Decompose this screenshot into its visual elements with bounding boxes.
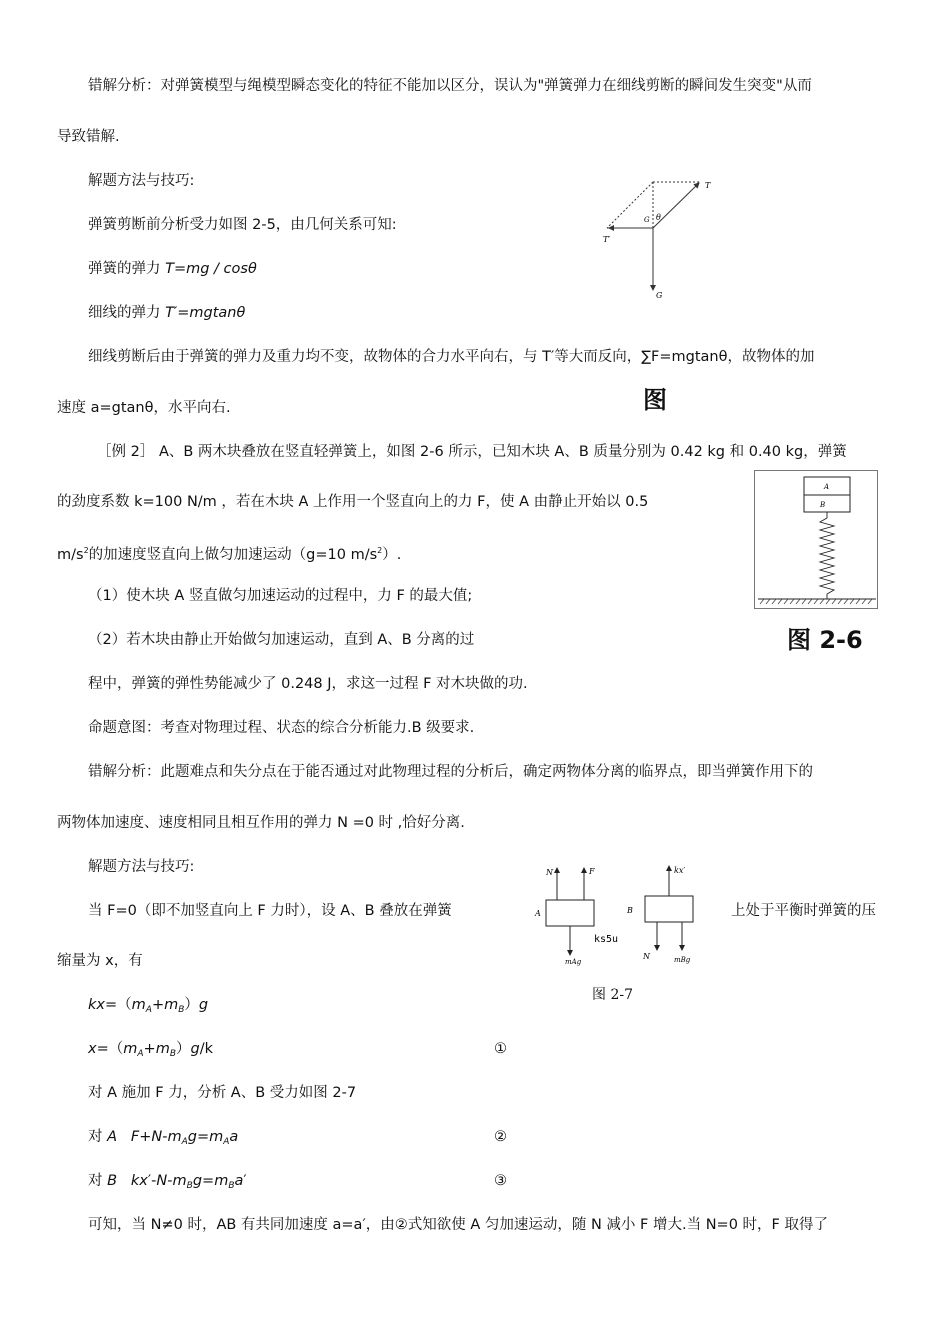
label-kx-prime: kx′ — [674, 866, 686, 875]
solution-line1-right: 上处于平衡时弹簧的压 — [731, 903, 876, 919]
solution-line2: 缩量为 x，有 — [57, 953, 143, 969]
label-T: T — [705, 181, 711, 190]
figure-2-7 — [528, 858, 708, 970]
watermark-ks5u: ks5u — [594, 934, 619, 945]
figure-2-7-caption: 图 2-7 — [592, 987, 633, 1003]
label-mAg: mAg — [565, 958, 582, 966]
block-B — [645, 896, 693, 922]
equation-marker-2: ② — [494, 1129, 507, 1145]
method-heading-1: 解题方法与技巧: — [88, 173, 195, 189]
spring — [820, 512, 834, 599]
label-N-B: N — [643, 952, 650, 961]
apply-force-analysis: 对 A 施加 F 力，分析 A、B 受力如图 2-7 — [88, 1085, 357, 1101]
label-A: A — [824, 483, 830, 491]
label-mBg: mBg — [674, 956, 691, 964]
question-2: （2）若木块由静止开始做匀加速运动，直到 A、B 分离的过 — [88, 632, 475, 648]
question-2-cont: 程中，弹簧的弹性势能减少了 0.248 J，求这一过程 F 对木块做的功. — [88, 676, 528, 692]
string-force-eq: 细线的弹力 T′=mgtanθ — [88, 305, 246, 321]
equation-marker-3: ③ — [494, 1173, 507, 1189]
figure-2-6 — [754, 470, 879, 610]
analysis-after-cut: 细线剪断后由于弹簧的弹力及重力均不变，故物体的合力水平向右，与 T′等大而反向，∑F=mgtanθ，故物体的加 — [88, 349, 815, 365]
ground-hatch — [760, 599, 872, 604]
example-2-line1: ［例 2］ A、B 两木块叠放在竖直轻弹簧上，如图 2-6 所示，已知木块 A、B 质量分别为 0.42 kg 和 0.40 kg，弹簧 — [97, 444, 847, 460]
label-A: A — [535, 909, 541, 918]
error-analysis-2: 错解分析：此题难点和失分点在于能否通过对此物理过程的分析后，确定两物体分离的临界点，即当弹簧作用下的 — [88, 764, 813, 780]
error-analysis-2-cont: 两物体加速度、速度相同且相互作用的弹力 N =0 时 ,恰好分离. — [57, 815, 465, 831]
figure-2-5-caption: 图 — [643, 386, 667, 414]
label-B: B — [627, 906, 633, 915]
intent: 命题意图：考查对物理过程、状态的综合分析能力.B 级要求. — [88, 720, 475, 736]
label-G-inner: G — [644, 216, 650, 224]
label-theta: θ — [656, 213, 661, 222]
conclusion-line: 可知，当 N≠0 时，AB 有共同加速度 a=a′，由②式知欲使 A 匀加速运动，随 N 减小 F 增大.当 N=0 时，F 取得了 — [88, 1217, 828, 1233]
label-F: F — [589, 867, 595, 876]
figure-2-6-caption: 图 2-6 — [787, 626, 863, 654]
block-B — [804, 495, 850, 512]
error-analysis-1: 错解分析：对弹簧模型与绳模型瞬态变化的特征不能加以区分，误认为"弹簧弹力在细线剪断的瞬间发生突变"从而 — [88, 78, 812, 94]
figure-2-5 — [595, 172, 725, 304]
analysis-before-cut: 弹簧剪断前分析受力如图 2-5，由几何关系可知: — [88, 217, 397, 233]
solution-line1: 当 F=0（即不加竖直向上 F 力时），设 A、B 叠放在弹簧 — [88, 903, 452, 919]
label-N: N — [546, 868, 553, 877]
label-G: G — [656, 291, 663, 300]
formula-1: $kx=(m_A+m_B)g$ — [88, 997, 209, 1015]
spring-force-eq: 弹簧的弹力 T=mg / cosθ — [88, 261, 257, 277]
method-heading-2: 解题方法与技巧: — [88, 859, 195, 875]
acceleration-result: 速度 a=gtanθ，水平向右. — [57, 400, 231, 416]
equation-marker-1: ① — [494, 1041, 507, 1057]
error-analysis-1-cont: 导致错解. — [57, 129, 120, 145]
formula-3: 对 A $F+N-m_Ag=m_Aa$ — [88, 1129, 239, 1147]
label-B: B — [820, 501, 826, 509]
label-T-prime: T′ — [603, 235, 611, 244]
example-2-line2: 的劲度系数 k=100 N/m ，若在木块 A 上作用一个竖直向上的力 F，使 A 由静止开始以 0.5 — [57, 494, 649, 510]
block-A — [546, 900, 594, 926]
question-1: （1）使木块 A 竖直做匀加速运动的过程中，力 F 的最大值; — [88, 588, 473, 604]
formula-4: 对 B $kx'-N-m_Bg=m_Ba'$ — [88, 1173, 247, 1191]
example-2-line3: $m/s^2$的加速度竖直向上做匀加速运动（g=10 $m/s^2$）. — [57, 546, 402, 563]
formula-2: $x=(m_A+m_B)g/k$ — [88, 1041, 214, 1059]
